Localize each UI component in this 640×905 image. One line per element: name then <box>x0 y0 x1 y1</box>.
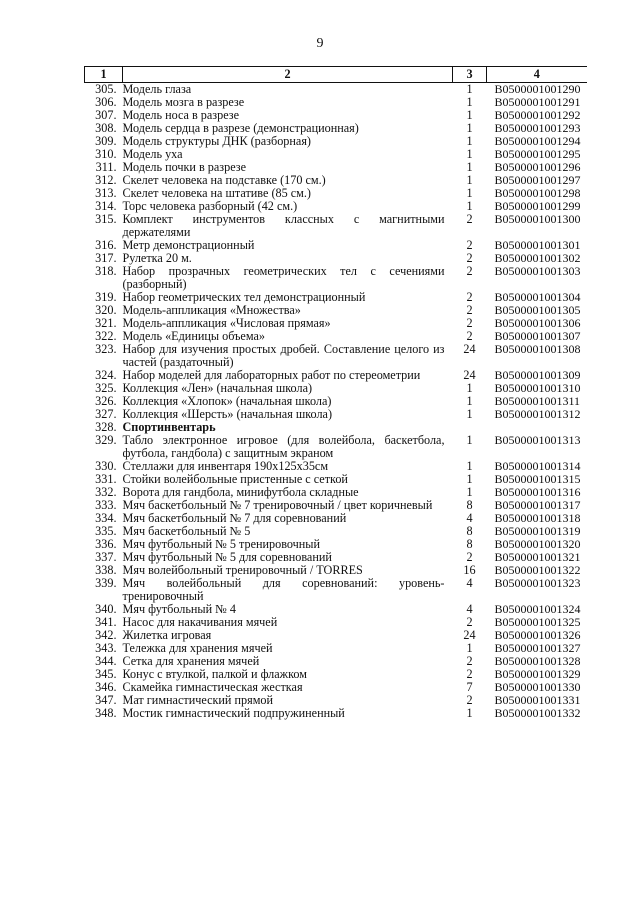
row-number: 309. <box>95 134 117 148</box>
item-quantity: 1 <box>466 407 473 421</box>
row-number: 308. <box>95 121 117 135</box>
inventory-code: В0500001001332 <box>494 706 581 720</box>
item-quantity: 1 <box>466 186 473 200</box>
item-name: Мостик гимнастический подпружиненный <box>122 706 345 720</box>
inventory-code: В0500001001312 <box>494 407 581 421</box>
item-name: Конус с втулкой, палкой и флажком <box>122 667 307 681</box>
column-header: 1 <box>85 67 123 83</box>
inventory-code: В0500001001331 <box>494 693 581 707</box>
item-quantity: 2 <box>466 329 473 343</box>
item-name: Модель «Единицы объема» <box>122 329 265 343</box>
item-name: Модель глаза <box>122 82 192 96</box>
item-quantity: 1 <box>466 121 473 135</box>
item-name: Коллекция «Шерсть» (начальная школа) <box>122 407 333 421</box>
item-quantity: 2 <box>466 693 473 707</box>
row-number: 336. <box>95 537 117 551</box>
item-quantity: 1 <box>466 485 473 499</box>
item-name: Скелет человека на штативе (85 см.) <box>122 186 311 200</box>
inventory-code: В0500001001326 <box>494 628 581 642</box>
row-number: 346. <box>95 680 117 694</box>
item-name: Насос для накачивания мячей <box>122 615 278 629</box>
row-number: 337. <box>95 550 117 564</box>
row-number: 307. <box>95 108 117 122</box>
item-name: Мяч футбольный № 5 для соревнований <box>122 550 332 564</box>
item-quantity: 2 <box>466 303 473 317</box>
inventory-code: В0500001001297 <box>494 173 581 187</box>
item-name: Скелет человека на подставке (170 см.) <box>122 173 326 187</box>
inventory-code: В0500001001322 <box>494 563 581 577</box>
inventory-code: В0500001001294 <box>494 134 581 148</box>
item-quantity: 2 <box>466 238 473 252</box>
row-number: 338. <box>95 563 117 577</box>
row-number: 335. <box>95 524 117 538</box>
item-quantity: 1 <box>466 147 473 161</box>
row-number: 345. <box>95 667 117 681</box>
table-row <box>85 83 587 97</box>
item-name: Модель-аппликация «Множества» <box>122 303 301 317</box>
row-number: 339. <box>95 576 117 590</box>
inventory-code: В0500001001298 <box>494 186 581 200</box>
item-name: Мяч баскетбольный № 7 для соревнований <box>122 511 347 525</box>
inventory-code: В0500001001314 <box>494 459 581 473</box>
row-number: 332. <box>95 485 117 499</box>
item-name: Коллекция «Лен» (начальная школа) <box>122 381 313 395</box>
column-header: 3 <box>453 67 487 83</box>
item-name: Табло электронное игровое (для волейбола, баскетбола, футбола, гандбола) с защитным экраном <box>122 433 445 460</box>
item-name: Комплект инструментов классных с магнитными держателями <box>122 212 445 239</box>
item-name: Сетка для хранения мячей <box>122 654 260 668</box>
row-number: 305. <box>95 82 117 96</box>
item-quantity: 2 <box>466 550 473 564</box>
item-name: Модель уха <box>122 147 183 161</box>
inventory-code: В0500001001293 <box>494 121 581 135</box>
inventory-code: В0500001001320 <box>494 537 581 551</box>
row-number: 341. <box>95 615 117 629</box>
item-name: Метр демонстрационный <box>122 238 255 252</box>
item-name: Набор прозрачных геометрических тел с сечениями (разборный) <box>122 264 445 291</box>
item-quantity: 1 <box>466 641 473 655</box>
item-quantity: 24 <box>463 368 476 382</box>
inventory-code: В0500001001317 <box>494 498 581 512</box>
item-name: Жилетка игровая <box>122 628 212 642</box>
row-number: 315. <box>95 212 117 226</box>
item-name: Стеллажи для инвентаря 190х125х35см <box>122 459 329 473</box>
item-name: Модель структуры ДНК (разборная) <box>122 134 311 148</box>
item-name: Мяч футбольный № 4 <box>122 602 236 616</box>
item-quantity: 1 <box>466 82 473 96</box>
inventory-table <box>84 66 587 720</box>
column-header: 4 <box>487 67 587 83</box>
inventory-code: В0500001001325 <box>494 615 581 629</box>
row-number: 312. <box>95 173 117 187</box>
item-quantity: 2 <box>466 290 473 304</box>
inventory-code: В0500001001311 <box>494 394 581 408</box>
inventory-code: В0500001001328 <box>494 654 581 668</box>
row-number: 324. <box>95 368 117 382</box>
item-quantity: 1 <box>466 160 473 174</box>
row-number: 310. <box>95 147 117 161</box>
item-quantity: 1 <box>466 459 473 473</box>
item-quantity: 1 <box>466 433 473 447</box>
row-number: 326. <box>95 394 117 408</box>
inventory-code: В0500001001313 <box>494 433 581 447</box>
inventory-code: В0500001001321 <box>494 550 581 564</box>
inventory-code: В0500001001324 <box>494 602 581 616</box>
page-number: 9 <box>316 36 324 51</box>
table-header-row <box>85 67 587 83</box>
row-number: 348. <box>95 706 117 720</box>
item-name: Набор геометрических тел демонстрационный <box>122 290 366 304</box>
item-quantity: 4 <box>466 576 473 590</box>
inventory-code: В0500001001296 <box>494 160 581 174</box>
row-number: 340. <box>95 602 117 616</box>
row-number: 343. <box>95 641 117 655</box>
row-number: 314. <box>95 199 117 213</box>
table-row <box>85 265 587 291</box>
item-name: Скамейка гимнастическая жесткая <box>122 680 303 694</box>
item-quantity: 2 <box>466 667 473 681</box>
item-quantity: 2 <box>466 654 473 668</box>
inventory-code: В0500001001307 <box>494 329 581 343</box>
row-number: 344. <box>95 654 117 668</box>
item-name: Модель почки в разрезе <box>122 160 246 174</box>
item-quantity: 2 <box>466 251 473 265</box>
table-row <box>85 343 587 369</box>
row-number: 325. <box>95 381 117 395</box>
row-number: 333. <box>95 498 117 512</box>
row-number: 321. <box>95 316 117 330</box>
item-name: Мяч волейбольный для соревнований: уровень-тренировочный <box>122 576 445 603</box>
inventory-code: В0500001001329 <box>494 667 581 681</box>
inventory-code: В0500001001323 <box>494 576 581 590</box>
item-name: Модель мозга в разрезе <box>122 95 245 109</box>
item-quantity: 2 <box>466 264 473 278</box>
item-name: Тележка для хранения мячей <box>122 641 273 655</box>
inventory-code: В0500001001301 <box>494 238 581 252</box>
item-quantity: 2 <box>466 212 473 226</box>
item-quantity: 4 <box>466 511 473 525</box>
table-body <box>85 83 587 721</box>
item-name: Спортинвентарь <box>122 420 216 434</box>
item-name: Стойки волейбольные пристенные с сеткой <box>122 472 348 486</box>
item-quantity: 1 <box>466 173 473 187</box>
row-number: 316. <box>95 238 117 252</box>
inventory-code: В0500001001316 <box>494 485 581 499</box>
table-row <box>85 577 587 603</box>
item-name: Рулетка 20 м. <box>122 251 192 265</box>
inventory-code: В0500001001315 <box>494 472 581 486</box>
item-name: Мяч баскетбольный № 7 тренировочный / цвет коричневый <box>122 498 433 512</box>
inventory-code: В0500001001319 <box>494 524 581 538</box>
column-header: 2 <box>123 67 453 83</box>
inventory-code: В0500001001306 <box>494 316 581 330</box>
item-quantity: 24 <box>463 342 476 356</box>
item-quantity: 2 <box>466 615 473 629</box>
item-name: Коллекция «Хлопок» (начальная школа) <box>122 394 332 408</box>
row-number: 331. <box>95 472 117 486</box>
inventory-code: В0500001001290 <box>494 82 581 96</box>
row-number: 330. <box>95 459 117 473</box>
inventory-code: В0500001001327 <box>494 641 581 655</box>
row-number: 313. <box>95 186 117 200</box>
item-quantity: 1 <box>466 472 473 486</box>
table-row <box>85 434 587 460</box>
item-quantity: 7 <box>466 680 473 694</box>
row-number: 347. <box>95 693 117 707</box>
row-number: 320. <box>95 303 117 317</box>
item-quantity: 1 <box>466 381 473 395</box>
item-name: Модель-аппликация «Числовая прямая» <box>122 316 331 330</box>
item-name: Набор для изучения простых дробей. Составление целого из частей (раздаточный) <box>122 342 445 369</box>
inventory-code: В0500001001295 <box>494 147 581 161</box>
inventory-code: В0500001001308 <box>494 342 581 356</box>
item-name: Торс человека разборный (42 см.) <box>122 199 298 213</box>
item-name: Мяч баскетбольный № 5 <box>122 524 251 538</box>
item-quantity: 1 <box>466 394 473 408</box>
table-row <box>85 213 587 239</box>
row-number: 311. <box>95 160 117 174</box>
inventory-code: В0500001001304 <box>494 290 581 304</box>
row-number: 317. <box>95 251 117 265</box>
item-name: Модель носа в разрезе <box>122 108 240 122</box>
item-name: Мяч волейбольный тренировочный / TORRES <box>122 563 363 577</box>
item-quantity: 8 <box>466 524 473 538</box>
item-quantity: 8 <box>466 537 473 551</box>
row-number: 328. <box>95 420 117 434</box>
item-name: Ворота для гандбола, минифутбола складные <box>122 485 359 499</box>
row-number: 327. <box>95 407 117 421</box>
item-quantity: 1 <box>466 108 473 122</box>
item-name: Модель сердца в разрезе (демонстрационная) <box>122 121 359 135</box>
row-number: 329. <box>95 433 117 447</box>
item-quantity: 1 <box>466 706 473 720</box>
row-number: 323. <box>95 342 117 356</box>
item-quantity: 4 <box>466 602 473 616</box>
item-name: Мяч футбольный № 5 тренировочный <box>122 537 321 551</box>
row-number: 319. <box>95 290 117 304</box>
inventory-code: В0500001001299 <box>494 199 581 213</box>
inventory-code: В0500001001300 <box>494 212 581 226</box>
item-quantity: 1 <box>466 199 473 213</box>
row-number: 318. <box>95 264 117 278</box>
inventory-code: В0500001001318 <box>494 511 581 525</box>
row-number: 334. <box>95 511 117 525</box>
inventory-code: В0500001001302 <box>494 251 581 265</box>
inventory-code: В0500001001310 <box>494 381 581 395</box>
row-number: 342. <box>95 628 117 642</box>
item-name: Набор моделей для лабораторных работ по стереометрии <box>122 368 421 382</box>
inventory-code: В0500001001305 <box>494 303 581 317</box>
row-number: 322. <box>95 329 117 343</box>
item-quantity: 1 <box>466 95 473 109</box>
inventory-code: В0500001001330 <box>494 680 581 694</box>
inventory-code: В0500001001303 <box>494 264 581 278</box>
inventory-code: В0500001001291 <box>494 95 581 109</box>
table-row <box>85 707 587 720</box>
item-quantity: 16 <box>463 563 476 577</box>
item-quantity: 24 <box>463 628 476 642</box>
inventory-code: В0500001001292 <box>494 108 581 122</box>
item-quantity: 8 <box>466 498 473 512</box>
item-quantity: 2 <box>466 316 473 330</box>
row-number: 306. <box>95 95 117 109</box>
inventory-code: В0500001001309 <box>494 368 581 382</box>
item-quantity: 1 <box>466 134 473 148</box>
item-name: Мат гимнастический прямой <box>122 693 274 707</box>
